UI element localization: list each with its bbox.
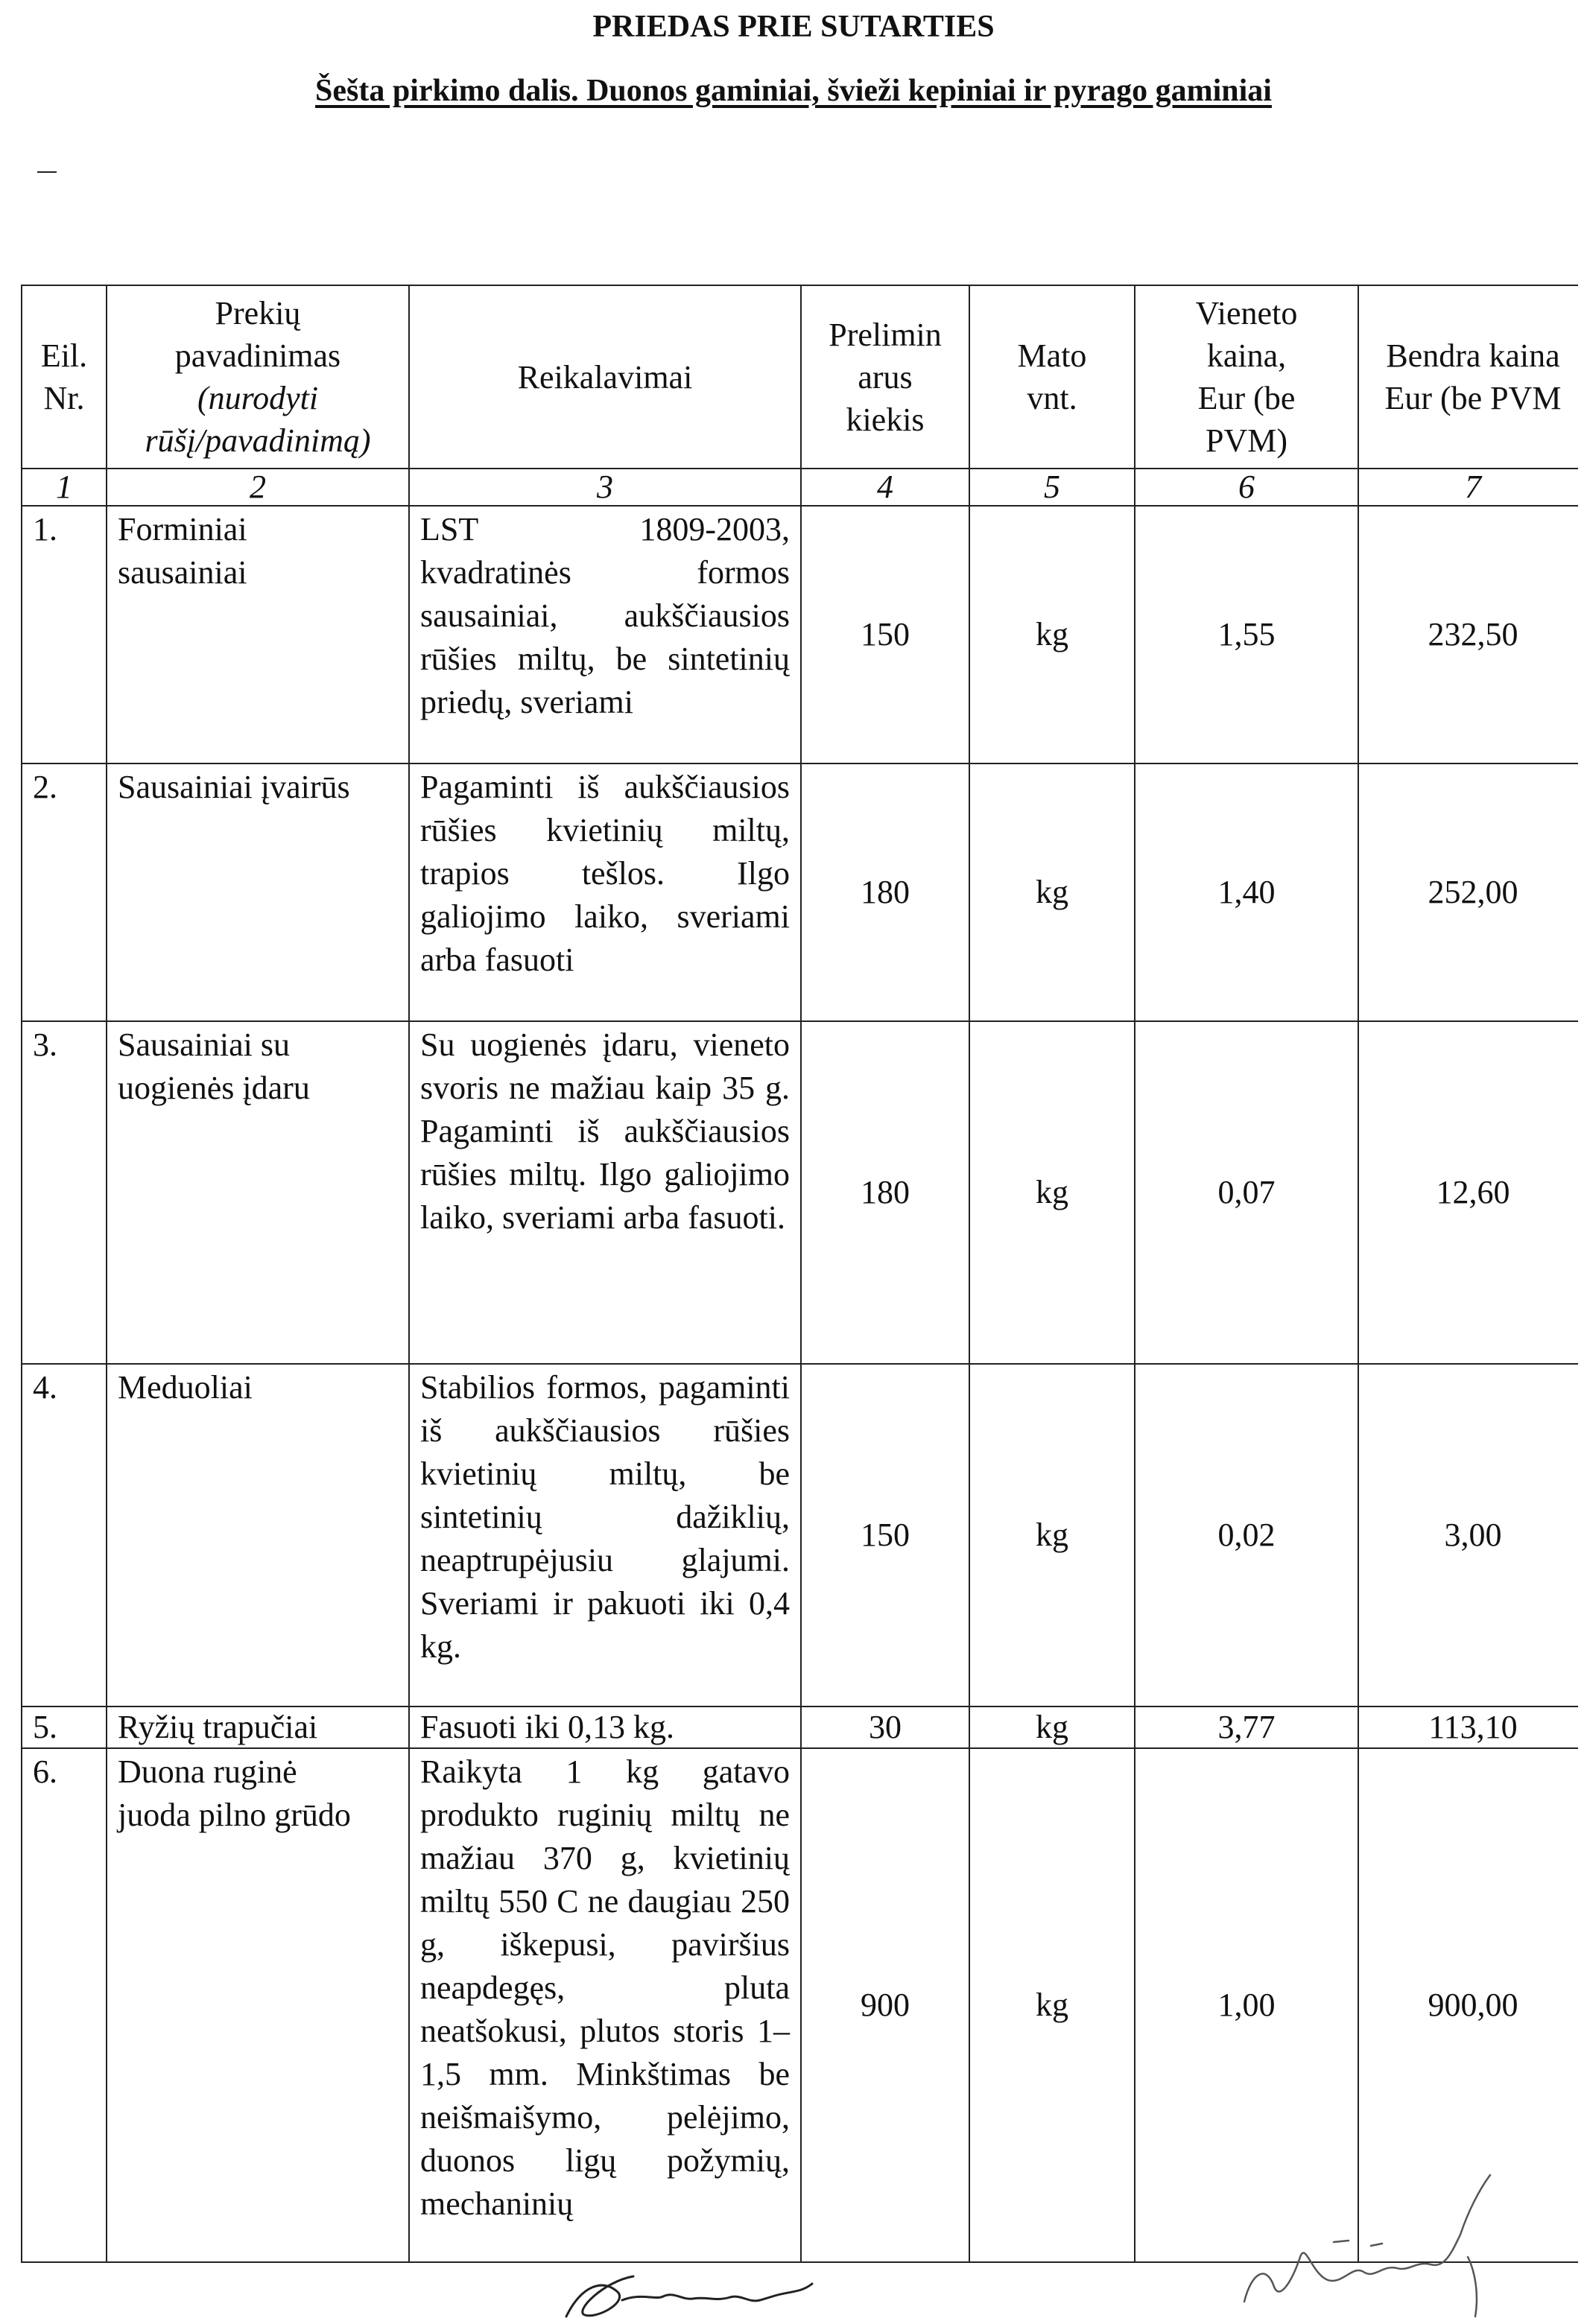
row-requirements: LST 1809-2003, kvadratinės formos sausainiai, aukščiausios rūšies miltų, be sintetinių priedų, sveriami — [409, 506, 801, 763]
header-no: Eil. Nr. — [22, 285, 107, 469]
row-unit-price: 1,55 — [1135, 506, 1358, 763]
row-total: 113,10 — [1358, 1707, 1587, 1748]
table-row — [22, 506, 1587, 763]
scan-clip-edge — [1578, 285, 1587, 2266]
row-quantity: 180 — [801, 763, 969, 1021]
row-unit: kg — [969, 1021, 1135, 1364]
row-total: 3,00 — [1358, 1364, 1587, 1707]
row-unit: kg — [969, 1707, 1135, 1748]
document-title: PRIEDAS PRIE SUTARTIES — [592, 10, 995, 44]
table-index-row — [22, 469, 1587, 506]
price-table — [21, 285, 1587, 2263]
row-product-name: Duona ruginė juoda pilno grūdo — [107, 1748, 409, 2262]
row-total: 12,60 — [1358, 1021, 1587, 1364]
row-quantity: 30 — [801, 1707, 969, 1748]
row-number: 6. — [22, 1748, 107, 2262]
row-product-name: Sausainiai įvairūs — [107, 763, 409, 1021]
header-unit-price: Vieneto kaina, Eur (be PVM) — [1135, 285, 1358, 469]
row-requirements: Su uogienės įdaru, vieneto svoris ne mažiau kaip 35 g. Pagaminti iš aukščiausios rūšies miltų. Ilgo galiojimo laiko, sveriami arba fasuoti. — [409, 1021, 801, 1364]
header-quantity: Prelimin arus kiekis — [801, 285, 969, 469]
row-unit-price: 1,40 — [1135, 763, 1358, 1021]
row-requirements: Pagaminti iš aukščiausios rūšies kvietinių miltų, trapios tešlos. Ilgo galiojimo laiko, sveriami arba fasuoti — [409, 763, 801, 1021]
row-unit: kg — [969, 506, 1135, 763]
row-unit-price: 3,77 — [1135, 1707, 1358, 1748]
row-number: 5. — [22, 1707, 107, 1748]
document-subtitle: Šešta pirkimo dalis. Duonos gaminiai, švieži kepiniai ir pyrago gaminiai — [315, 74, 1272, 108]
table-row — [22, 1364, 1587, 1707]
row-product-name: Sausainiai su uogienės įdaru — [107, 1021, 409, 1364]
row-number: 2. — [22, 763, 107, 1021]
index-cell: 6 — [1135, 469, 1358, 506]
row-unit: kg — [969, 763, 1135, 1021]
row-quantity: 150 — [801, 1364, 969, 1707]
index-cell: 4 — [801, 469, 969, 506]
row-requirements: Raikyta 1 kg gatavo produkto ruginių miltų ne mažiau 370 g, kvietinių miltų 550 C ne daugiau 250 g, iškepusi, paviršius neapdegęs, pluta neatšokusi, plutos storis 1–1,5 mm. Minkštimas be neišmaišymo, pelėjimo, duonos ligų požymių, mechaninių — [409, 1748, 801, 2262]
row-unit-price: 0,02 — [1135, 1364, 1358, 1707]
row-unit: kg — [969, 1364, 1135, 1707]
table-header-row — [22, 285, 1587, 469]
signature-left — [551, 2270, 834, 2324]
row-unit-price: 0,07 — [1135, 1021, 1358, 1364]
row-product-name: Meduoliai — [107, 1364, 409, 1707]
row-total: 232,50 — [1358, 506, 1587, 763]
header-total: Bendra kaina Eur (be PVM — [1358, 285, 1587, 469]
row-number: 4. — [22, 1364, 107, 1707]
index-cell: 7 — [1358, 469, 1587, 506]
header-unit: Mato vnt. — [969, 285, 1135, 469]
row-quantity: 180 — [801, 1021, 969, 1364]
row-product-name: Forminiai sausainiai — [107, 506, 409, 763]
table-row — [22, 763, 1587, 1021]
row-unit-price: 1,00 — [1135, 1748, 1358, 2262]
index-cell: 1 — [22, 469, 107, 506]
row-quantity: 900 — [801, 1748, 969, 2262]
signature-right — [1222, 2160, 1550, 2324]
header-requirements: Reikalavimai — [409, 285, 801, 469]
index-cell: 2 — [107, 469, 409, 506]
row-number: 3. — [22, 1021, 107, 1364]
row-requirements: Fasuoti iki 0,13 kg. — [409, 1707, 801, 1748]
index-cell: 5 — [969, 469, 1135, 506]
row-product-name: Ryžių trapučiai — [107, 1707, 409, 1748]
row-unit: kg — [969, 1748, 1135, 2262]
stray-dash-mark — [37, 171, 57, 173]
table-row — [22, 1707, 1587, 1748]
row-number: 1. — [22, 506, 107, 763]
table-row — [22, 1021, 1587, 1364]
header-name: Prekių pavadinimas (nurodyti rūšį/pavadinimą) — [107, 285, 409, 469]
row-total: 900,00 — [1358, 1748, 1587, 2262]
row-total: 252,00 — [1358, 763, 1587, 1021]
row-quantity: 150 — [801, 506, 969, 763]
row-requirements: Stabilios formos, pagaminti iš aukščiausios rūšies kvietinių miltų, be sintetinių dažiklių, neaptrupėjusiu glajumi. Sveriami ir pakuoti iki 0,4 kg. — [409, 1364, 801, 1707]
index-cell: 3 — [409, 469, 801, 506]
